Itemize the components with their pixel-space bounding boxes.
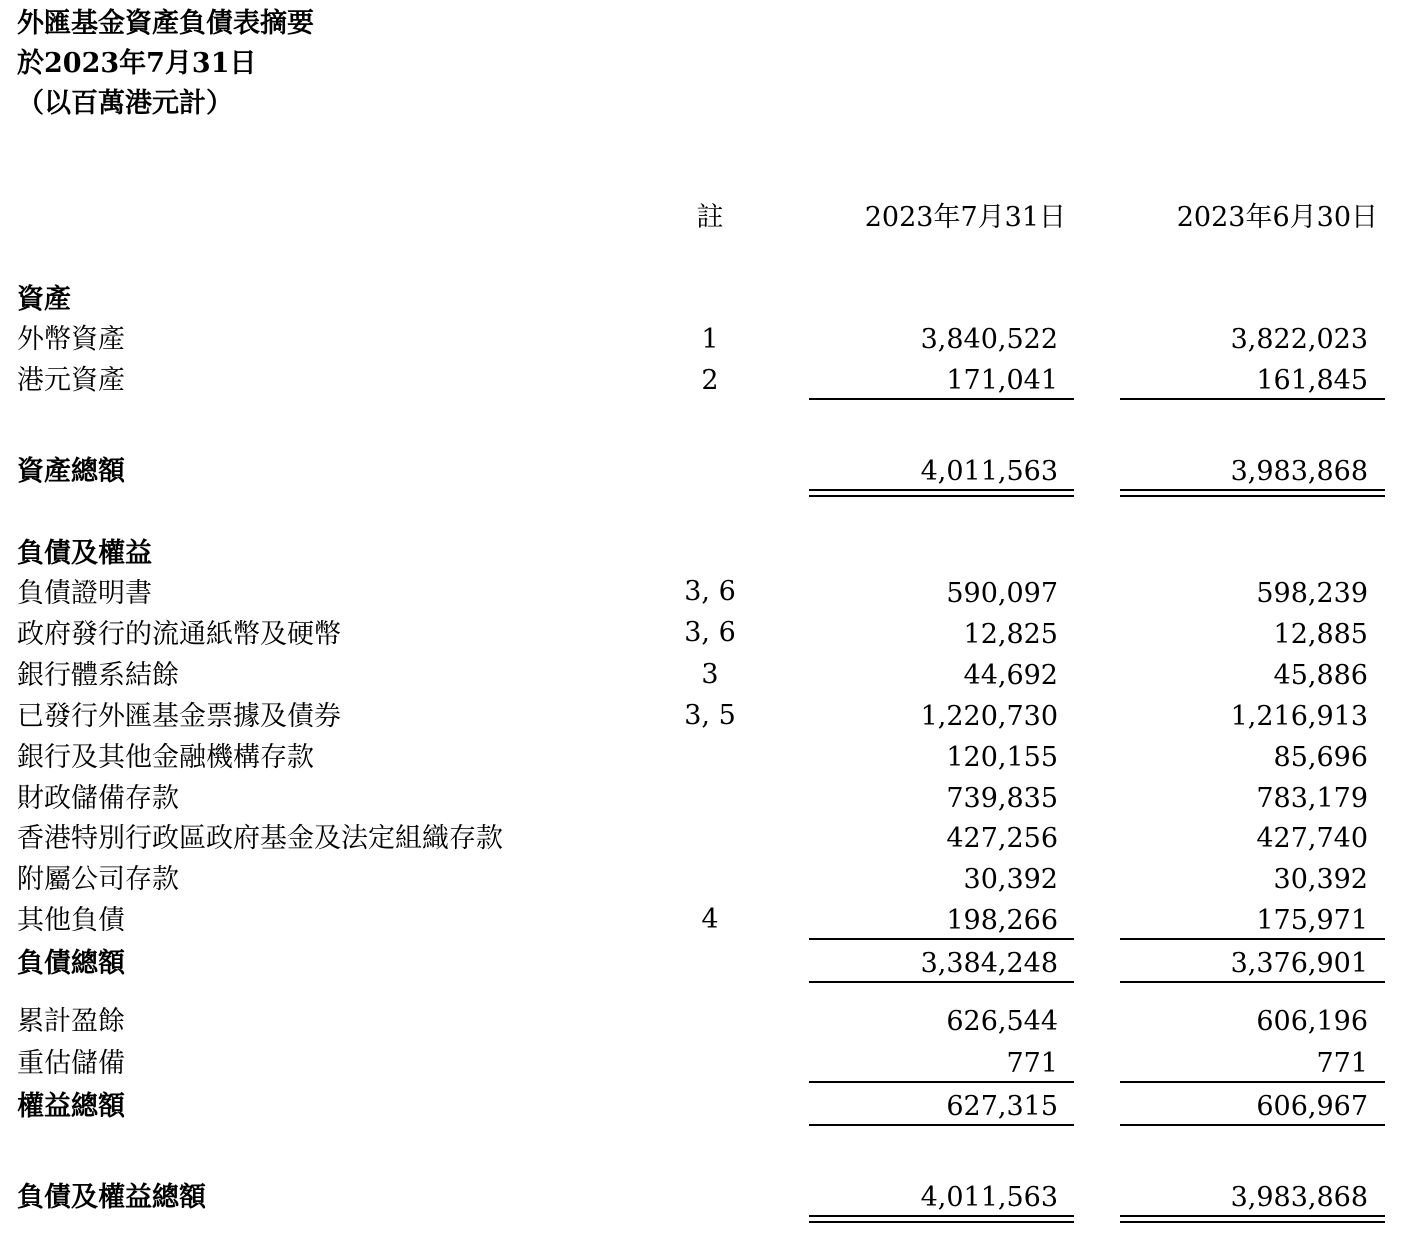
- subtotal-rule-current: [809, 1124, 1074, 1126]
- row-previous-value: 771: [1316, 1048, 1368, 1079]
- row-previous-value: 427,740: [1256, 823, 1368, 854]
- subtotal-rule-previous: [1120, 398, 1385, 400]
- row-current-value: 1,220,730: [920, 701, 1058, 732]
- subtotal-rule-previous: [1120, 1081, 1385, 1083]
- row-label: 香港特別行政區政府基金及法定組織存款: [17, 823, 503, 854]
- row-label: 港元資產: [17, 365, 125, 396]
- row-previous-value: 161,845: [1256, 365, 1368, 396]
- row-current-value: 120,155: [946, 742, 1058, 773]
- row-previous-value: 12,885: [1273, 619, 1368, 650]
- row-current-value: 44,692: [963, 660, 1058, 691]
- row-note: 2: [701, 365, 719, 396]
- row-label: 累計盈餘: [17, 1006, 125, 1037]
- subtotal-rule-previous: [1120, 1124, 1385, 1126]
- row-current-value: 590,097: [946, 578, 1058, 609]
- total-equity-label: 權益總額: [17, 1091, 125, 1122]
- row-current-value: 171,041: [946, 365, 1058, 396]
- assets-heading: 資產: [17, 284, 71, 315]
- document-date: 於2023年7月31日: [17, 48, 257, 79]
- grand-total-label: 負債及權益總額: [17, 1182, 206, 1213]
- row-label: 重估儲備: [17, 1048, 125, 1079]
- row-current-value: 626,544: [946, 1006, 1058, 1037]
- row-previous-value: 3,822,023: [1230, 324, 1368, 355]
- grand-total-previous: 3,983,868: [1230, 1182, 1368, 1213]
- total-equity-current: 627,315: [946, 1091, 1058, 1122]
- document-unit: （以百萬港元計）: [17, 88, 233, 119]
- subtotal-rule-previous: [1120, 938, 1385, 940]
- current-period-header: 2023年7月31日: [864, 202, 1066, 233]
- subtotal-rule-current: [809, 938, 1074, 940]
- row-label: 財政儲備存款: [17, 783, 179, 814]
- row-label: 政府發行的流通紙幣及硬幣: [17, 619, 341, 650]
- row-note: 3, 6: [684, 617, 736, 648]
- row-current-value: 771: [1006, 1048, 1058, 1079]
- row-current-value: 3,840,522: [920, 324, 1058, 355]
- row-label: 銀行體系結餘: [17, 660, 179, 691]
- row-note: 3, 5: [684, 700, 736, 731]
- row-label: 負債證明書: [17, 578, 152, 609]
- row-previous-value: 85,696: [1273, 742, 1368, 773]
- total-equity-previous: 606,967: [1256, 1091, 1368, 1122]
- row-previous-value: 783,179: [1256, 783, 1368, 814]
- total-liabilities-previous: 3,376,901: [1230, 948, 1368, 979]
- total-liabilities-current: 3,384,248: [920, 948, 1058, 979]
- liabilities-heading: 負債及權益: [17, 538, 152, 569]
- note-column-header: 註: [696, 202, 724, 233]
- subtotal-rule-current: [809, 398, 1074, 400]
- row-label: 已發行外匯基金票據及債券: [17, 701, 341, 732]
- row-label: 外幣資產: [17, 324, 125, 355]
- row-previous-value: 45,886: [1273, 660, 1368, 691]
- grand-total-current: 4,011,563: [920, 1182, 1058, 1213]
- row-previous-value: 30,392: [1273, 864, 1368, 895]
- row-current-value: 739,835: [946, 783, 1058, 814]
- double-rule-previous: [1120, 489, 1385, 497]
- row-previous-value: 598,239: [1256, 578, 1368, 609]
- row-current-value: 198,266: [946, 905, 1058, 936]
- row-previous-value: 606,196: [1256, 1006, 1368, 1037]
- row-previous-value: 1,216,913: [1230, 701, 1368, 732]
- double-rule-previous: [1120, 1215, 1385, 1223]
- subtotal-rule-current: [809, 1081, 1074, 1083]
- row-label: 附屬公司存款: [17, 864, 179, 895]
- total-assets-previous: 3,983,868: [1230, 456, 1368, 487]
- total-liabilities-label: 負債總額: [17, 948, 125, 979]
- total-assets-label: 資產總額: [17, 456, 125, 487]
- row-label: 其他負債: [17, 905, 125, 936]
- double-rule-current: [809, 1215, 1074, 1223]
- row-label: 銀行及其他金融機構存款: [17, 742, 314, 773]
- subtotal-rule-previous: [1120, 981, 1385, 983]
- double-rule-current: [809, 489, 1074, 497]
- row-previous-value: 175,971: [1256, 905, 1368, 936]
- row-note: 4: [701, 904, 719, 935]
- row-note: 3: [701, 659, 719, 690]
- row-note: 1: [701, 324, 719, 355]
- subtotal-rule-current: [809, 981, 1074, 983]
- row-current-value: 427,256: [946, 823, 1058, 854]
- row-note: 3, 6: [684, 576, 736, 607]
- row-current-value: 30,392: [963, 864, 1058, 895]
- row-current-value: 12,825: [963, 619, 1058, 650]
- total-assets-current: 4,011,563: [920, 456, 1058, 487]
- document-title: 外匯基金資產負債表摘要: [17, 8, 314, 39]
- previous-period-header: 2023年6月30日: [1176, 202, 1378, 233]
